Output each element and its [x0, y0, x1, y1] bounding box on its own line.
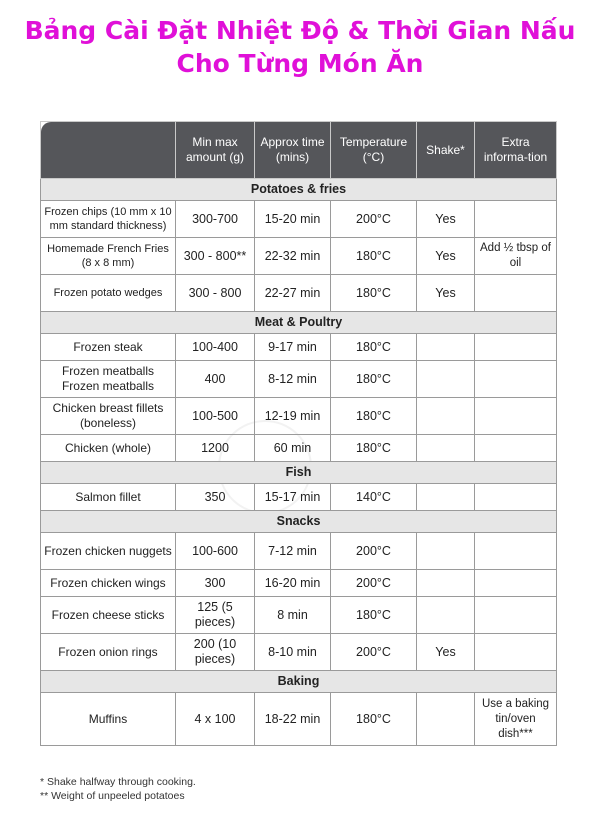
section-title: Snacks: [41, 511, 557, 533]
extra-cell: [475, 435, 557, 462]
time-cell: 8-12 min: [255, 361, 331, 398]
extra-cell: [475, 398, 557, 435]
amount-cell: 100-500: [176, 398, 255, 435]
time-cell: 15-17 min: [255, 484, 331, 511]
amount-cell: 100-400: [176, 334, 255, 361]
amount-cell: 200 (10 pieces): [176, 634, 255, 671]
amount-cell: 100-600: [176, 533, 255, 570]
time-cell: 15-20 min: [255, 201, 331, 238]
food-cell: Frozen potato wedges: [41, 275, 176, 312]
time-cell: 22-27 min: [255, 275, 331, 312]
shake-cell: Yes: [417, 634, 475, 671]
food-cell: Chicken (whole): [41, 435, 176, 462]
page-title-line-2: Cho Từng Món Ăn: [176, 49, 424, 78]
footnote-weight: ** Weight of unpeeled potatoes: [40, 790, 185, 802]
temp-cell: 180°C: [331, 238, 417, 275]
food-cell: Frozen steak: [41, 334, 176, 361]
temp-cell: 180°C: [331, 334, 417, 361]
shake-cell: Yes: [417, 201, 475, 238]
table-row: [41, 597, 557, 634]
table-row: [41, 435, 557, 462]
food-cell: Frozen chips (10 mm x 10 mm standard thickness): [41, 201, 176, 238]
food-cell: Frozen cheese sticks: [41, 597, 176, 634]
temp-cell: 180°C: [331, 693, 417, 746]
cooking-settings-table: [40, 121, 557, 746]
extra-cell: [475, 484, 557, 511]
section-row: [41, 179, 557, 201]
section-title: Meat & Poultry: [41, 312, 557, 334]
food-cell: Frozen meatballs Frozen meatballs: [41, 361, 176, 398]
footnotes: [40, 775, 196, 803]
table-header-row: [41, 122, 557, 179]
temp-cell: 180°C: [331, 398, 417, 435]
temp-cell: 140°C: [331, 484, 417, 511]
table-row: [41, 238, 557, 275]
amount-cell: 1200: [176, 435, 255, 462]
header-food: [41, 122, 176, 179]
shake-cell: [417, 484, 475, 511]
extra-cell: Add ½ tbsp of oil: [475, 238, 557, 275]
page-title: [0, 14, 600, 80]
section-row: [41, 511, 557, 533]
time-cell: 8 min: [255, 597, 331, 634]
table-row: [41, 361, 557, 398]
extra-cell: [475, 275, 557, 312]
amount-cell: 300 - 800: [176, 275, 255, 312]
temp-cell: 200°C: [331, 201, 417, 238]
table-row: [41, 693, 557, 746]
table-row: [41, 334, 557, 361]
extra-cell: [475, 533, 557, 570]
amount-cell: 300 - 800**: [176, 238, 255, 275]
extra-cell: [475, 634, 557, 671]
temp-cell: 180°C: [331, 435, 417, 462]
page-title-line-1: Bảng Cài Đặt Nhiệt Độ & Thời Gian Nấu: [24, 16, 576, 45]
extra-cell: [475, 201, 557, 238]
extra-cell: [475, 597, 557, 634]
temp-cell: 200°C: [331, 634, 417, 671]
temp-cell: 180°C: [331, 597, 417, 634]
table-row: [41, 484, 557, 511]
food-cell: Salmon fillet: [41, 484, 176, 511]
shake-cell: [417, 361, 475, 398]
time-cell: 16-20 min: [255, 570, 331, 597]
table-row: [41, 275, 557, 312]
food-cell: Frozen chicken wings: [41, 570, 176, 597]
extra-cell: [475, 570, 557, 597]
extra-cell: [475, 334, 557, 361]
header-shake: Shake*: [417, 122, 475, 179]
table-row: [41, 634, 557, 671]
food-cell: Homemade French Fries (8 x 8 mm): [41, 238, 176, 275]
extra-cell: Use a baking tin/oven dish***: [475, 693, 557, 746]
header-extra: Extra informa-tion: [475, 122, 557, 179]
table-row: [41, 398, 557, 435]
temp-cell: 200°C: [331, 570, 417, 597]
time-cell: 18-22 min: [255, 693, 331, 746]
time-cell: 9-17 min: [255, 334, 331, 361]
shake-cell: [417, 334, 475, 361]
amount-cell: 400: [176, 361, 255, 398]
header-temperature: Temperature (°C): [331, 122, 417, 179]
section-row: [41, 671, 557, 693]
amount-cell: 125 (5 pieces): [176, 597, 255, 634]
amount-cell: 4 x 100: [176, 693, 255, 746]
header-amount: Min max amount (g): [176, 122, 255, 179]
shake-cell: [417, 597, 475, 634]
section-title: Baking: [41, 671, 557, 693]
section-row: [41, 462, 557, 484]
time-cell: 7-12 min: [255, 533, 331, 570]
extra-cell: [475, 361, 557, 398]
header-time: Approx time (mins): [255, 122, 331, 179]
food-cell: Chicken breast fillets (boneless): [41, 398, 176, 435]
time-cell: 60 min: [255, 435, 331, 462]
table-row: [41, 570, 557, 597]
food-cell: Frozen onion rings: [41, 634, 176, 671]
temp-cell: 180°C: [331, 361, 417, 398]
section-row: [41, 312, 557, 334]
shake-cell: [417, 693, 475, 746]
section-title: Fish: [41, 462, 557, 484]
food-cell: Frozen chicken nuggets: [41, 533, 176, 570]
shake-cell: [417, 398, 475, 435]
time-cell: 22-32 min: [255, 238, 331, 275]
section-title: Potatoes & fries: [41, 179, 557, 201]
time-cell: 8-10 min: [255, 634, 331, 671]
footnote-shake: * Shake halfway through cooking.: [40, 776, 196, 788]
amount-cell: 300: [176, 570, 255, 597]
temp-cell: 200°C: [331, 533, 417, 570]
shake-cell: [417, 533, 475, 570]
temp-cell: 180°C: [331, 275, 417, 312]
amount-cell: 300-700: [176, 201, 255, 238]
shake-cell: [417, 570, 475, 597]
amount-cell: 350: [176, 484, 255, 511]
shake-cell: [417, 435, 475, 462]
time-cell: 12-19 min: [255, 398, 331, 435]
table-row: [41, 201, 557, 238]
table-row: [41, 533, 557, 570]
food-cell: Muffins: [41, 693, 176, 746]
shake-cell: Yes: [417, 275, 475, 312]
shake-cell: Yes: [417, 238, 475, 275]
